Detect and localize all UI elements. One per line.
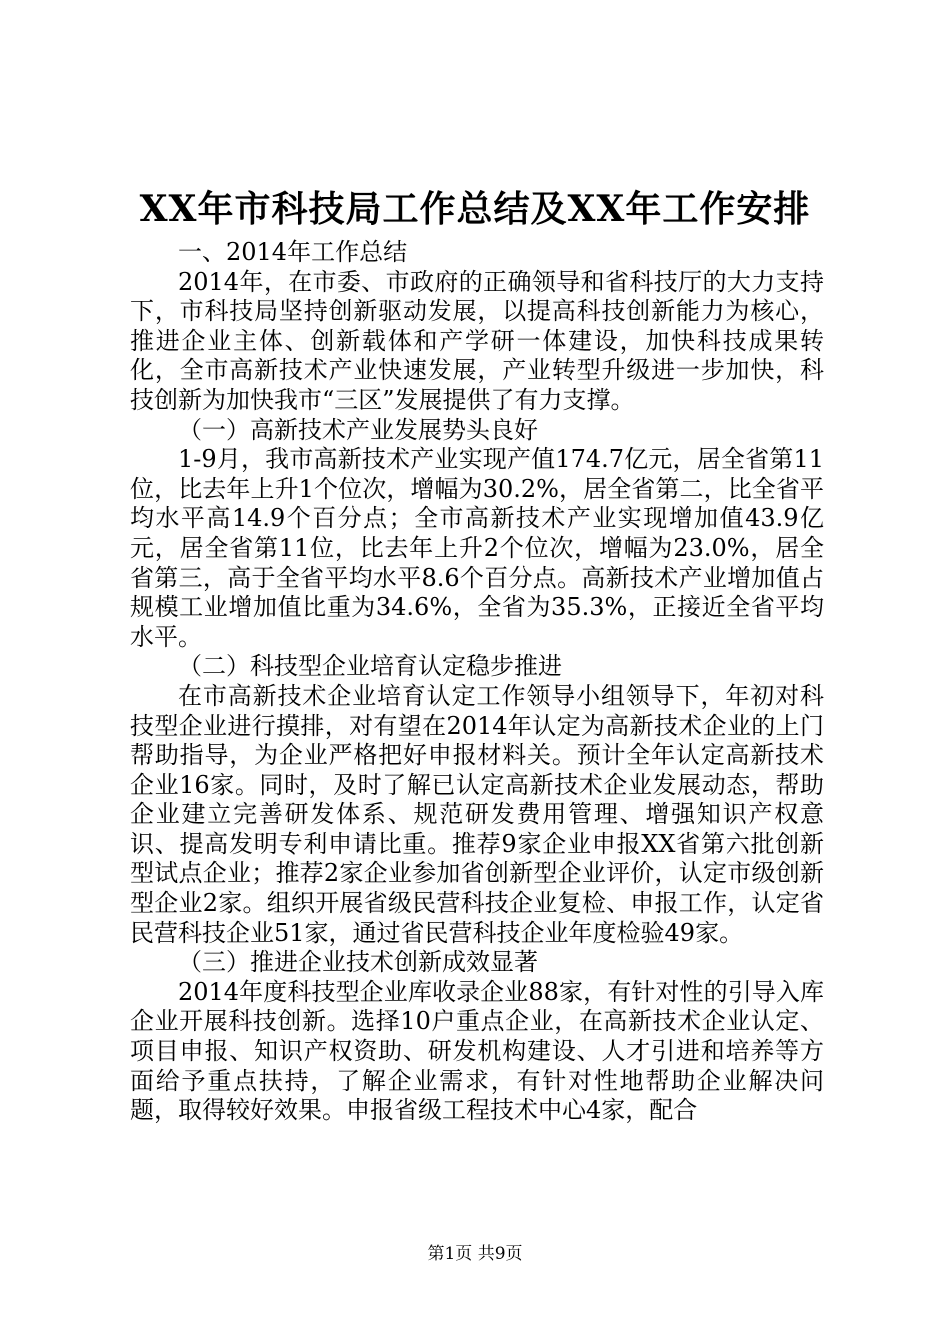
section-heading: 一、2014年工作总结: [178, 238, 408, 266]
subsection-heading-2: （二）科技型企业培育认定稳步推进: [178, 652, 562, 681]
subsection-heading-3: （三）推进企业技术创新成效显著: [178, 948, 538, 977]
subsection-paragraph-1: 1-9月，我市高新技术产业实现产值174.7亿元，居全省第11位，比去年上升1个位次，增幅为30.2%，居全省第二，比全省平均水平高14.9个百分点；全市高新技术产业实现增加值43.9亿元，居全省第11位，比去年上升2个位次，增幅为23.0%，居全省第三，高于全省平均水平8.6个百分点。高新技术产业增加值占规模工业增加值比重为34.6%，全省为35.3%，正接近全省平均水平。: [130, 445, 824, 651]
subsection-paragraph-2: 在市高新技术企业培育认定工作领导小组领导下，年初对科技型企业进行摸排，对有望在2014年认定为高新技术企业的上门帮助指导，为企业严格把好申报材料关。预计全年认定高新技术企业16家。同时，及时了解已认定高新技术企业发展动态，帮助企业建立完善研发体系、规范研发费用管理、增强知识产权意识、提高发明专利申请比重。推荐9家企业申报XX省第六批创新型试点企业；推荐2家企业参加省创新型企业评价，认定市级创新型企业2家。组织开展省级民营科技企业复检、申报工作，认定省民营科技企业51家，通过省民营科技企业年度检验49家。: [130, 681, 824, 947]
subsection-heading-1: （一）高新技术产业发展势头良好: [178, 415, 538, 444]
intro-paragraph: 2014年，在市委、市政府的正确领导和省科技厅的大力支持下，市科技局坚持创新驱动发展，以提高科技创新能力为核心，推进企业主体、创新载体和产学研一体建设，加快科技成果转化，全市高新技术产业快速发展，产业转型升级进一步加快，科技创新为加快我市“三区”发展提供了有力支撑。: [130, 267, 824, 414]
page-indicator: 第1页 共9页: [427, 1244, 523, 1264]
document-body: [130, 238, 824, 1126]
subsection-paragraph-3: 2014年度科技型企业库收录企业88家，有针对性的引导入库企业开展科技创新。选择10户重点企业，在高新技术企业认定、项目申报、知识产权资助、研发机构建设、人才引进和培养等方面给予重点扶持，了解企业需求，有针对性地帮助企业解决问题，取得较好效果。申报省级工程技术中心4家，配合: [130, 977, 824, 1125]
document-title: XX年市科技局工作总结及XX年工作安排: [139, 188, 811, 230]
